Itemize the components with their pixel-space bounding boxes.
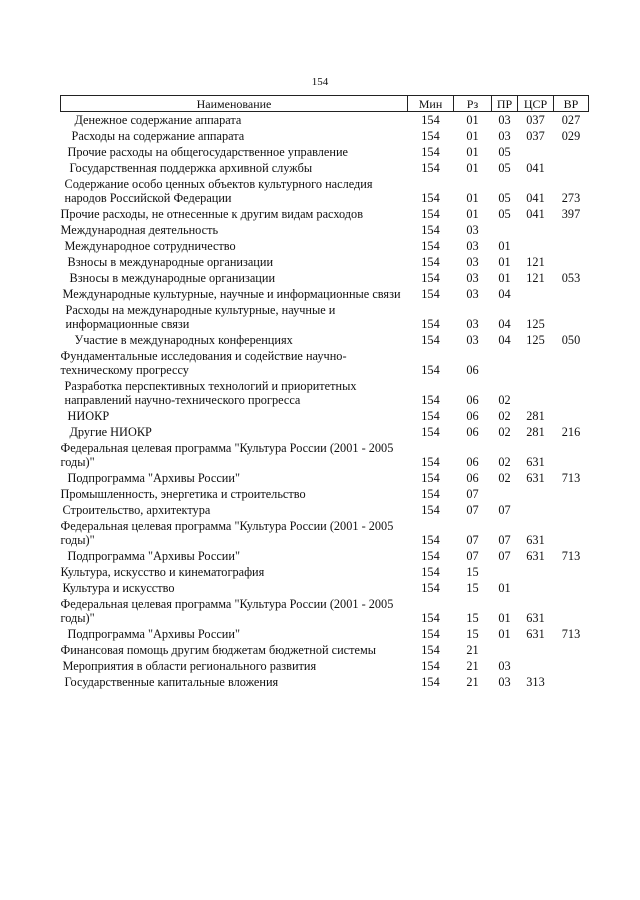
cell-name: Федеральная целевая программа "Культура России (2001 - 2005 годы)": [60, 597, 394, 625]
cell-min: 154: [421, 191, 440, 205]
table-row: [61, 642, 589, 658]
cell-vr: 029: [561, 129, 581, 143]
cell-vr: [554, 222, 589, 238]
cell-min: 154: [421, 409, 440, 423]
cell-name: Разработка перспективных технологий и приоритетных направлений научно-технического прогресса: [64, 379, 357, 407]
cell-min: 154: [421, 239, 440, 253]
cell-min: 154: [421, 333, 440, 347]
cell-vr: 027: [561, 113, 581, 127]
cell-min: 154: [421, 455, 440, 469]
header-vr: ВР: [554, 96, 589, 112]
cell-min: 154: [421, 471, 440, 485]
table-row: [61, 348, 589, 378]
cell-pr: 02: [498, 455, 511, 469]
cell-vr: 216: [561, 425, 581, 439]
cell-name: Мероприятия в области регионального развития: [62, 659, 317, 673]
cell-pr: 01: [498, 239, 511, 253]
cell-pr: 07: [498, 533, 511, 547]
table-row: [61, 658, 589, 674]
cell-pr: 03: [498, 113, 511, 127]
cell-pr: 02: [498, 393, 511, 407]
cell-csr: 041: [526, 161, 545, 175]
cell-rz: 06: [466, 425, 479, 439]
cell-name: Международное сотрудничество: [64, 239, 236, 253]
cell-rz: 21: [466, 675, 479, 689]
cell-min: 154: [421, 643, 440, 657]
cell-pr: 03: [498, 675, 511, 689]
cell-csr: 631: [526, 611, 545, 625]
cell-rz: 15: [466, 627, 479, 641]
cell-pr: 05: [498, 207, 511, 221]
cell-rz: 06: [466, 409, 479, 423]
cell-min: 154: [421, 223, 440, 237]
cell-min: 154: [421, 207, 440, 221]
table-row: [61, 206, 589, 222]
cell-csr: 313: [526, 675, 545, 689]
cell-min: 154: [421, 161, 440, 175]
cell-csr: [518, 144, 554, 160]
header-row: [61, 96, 589, 112]
cell-min: 154: [421, 487, 440, 501]
cell-rz: 01: [466, 113, 479, 127]
cell-pr: 04: [498, 287, 511, 301]
cell-vr: [554, 408, 589, 424]
cell-vr: [554, 440, 589, 470]
cell-pr: [492, 222, 518, 238]
table-row: [61, 580, 589, 596]
cell-csr: 631: [526, 455, 545, 469]
table-row: [61, 596, 589, 626]
table-row: [61, 518, 589, 548]
table-row: [61, 112, 589, 129]
cell-name: Содержание особо ценных объектов культурного наследия народов Российской Федерации: [64, 177, 373, 205]
cell-name: Международная деятельность: [60, 223, 219, 237]
cell-pr: [492, 348, 518, 378]
cell-rz: 21: [466, 643, 479, 657]
cell-vr: 713: [561, 471, 581, 485]
cell-min: 154: [421, 565, 440, 579]
cell-name: Подпрограмма "Архивы России": [67, 549, 240, 563]
cell-vr: [554, 486, 589, 502]
cell-csr: [518, 222, 554, 238]
cell-csr: 631: [526, 533, 545, 547]
cell-name: Прочие расходы, не отнесенные к другим видам расходов: [60, 207, 364, 221]
cell-min: 154: [421, 533, 440, 547]
cell-rz: 03: [466, 333, 479, 347]
table-row: [61, 222, 589, 238]
cell-min: 154: [421, 675, 440, 689]
cell-pr: 04: [498, 317, 511, 331]
cell-pr: [492, 486, 518, 502]
table-row: [61, 378, 589, 408]
cell-vr: [554, 378, 589, 408]
cell-min: 154: [421, 425, 440, 439]
header-min: Мин: [408, 96, 454, 112]
cell-csr: 631: [526, 549, 545, 563]
cell-name: Федеральная целевая программа "Культура России (2001 - 2005 годы)": [60, 441, 394, 469]
cell-rz: 15: [466, 611, 479, 625]
table-row: [61, 270, 589, 286]
cell-name: Взносы в международные организации: [67, 255, 274, 269]
cell-rz: 06: [466, 363, 479, 377]
cell-pr: 02: [498, 471, 511, 485]
cell-vr: [554, 502, 589, 518]
cell-pr: 01: [498, 611, 511, 625]
cell-pr: 07: [498, 503, 511, 517]
cell-csr: 121: [526, 271, 545, 285]
table-row: [61, 286, 589, 302]
cell-min: 154: [421, 393, 440, 407]
table-body: [61, 112, 589, 691]
cell-vr: [554, 348, 589, 378]
table-header: [61, 96, 589, 112]
cell-vr: [554, 674, 589, 690]
cell-min: 154: [421, 363, 440, 377]
cell-name: Государственные капитальные вложения: [64, 675, 279, 689]
cell-rz: 15: [466, 581, 479, 595]
cell-min: 154: [421, 287, 440, 301]
cell-pr: 05: [498, 145, 511, 159]
cell-name: Прочие расходы на общегосударственное управление: [67, 145, 349, 159]
cell-csr: [518, 580, 554, 596]
cell-name: Промышленность, энергетика и строительство: [60, 487, 306, 501]
cell-vr: [554, 518, 589, 548]
cell-csr: [518, 378, 554, 408]
header-pr: ПР: [492, 96, 518, 112]
cell-vr: [554, 160, 589, 176]
cell-vr: 273: [561, 191, 581, 205]
table-row: [61, 502, 589, 518]
table-row: [61, 626, 589, 642]
cell-pr: 01: [498, 627, 511, 641]
table-row: [61, 408, 589, 424]
cell-rz: 01: [466, 207, 479, 221]
cell-csr: [518, 486, 554, 502]
table-row: [61, 128, 589, 144]
cell-rz: 01: [466, 191, 479, 205]
table-row: [61, 486, 589, 502]
cell-min: 154: [421, 611, 440, 625]
cell-rz: 06: [466, 471, 479, 485]
cell-name: Культура и искусство: [62, 581, 175, 595]
header-csr: ЦСР: [518, 96, 554, 112]
cell-pr: [492, 642, 518, 658]
cell-csr: 125: [526, 333, 545, 347]
cell-csr: 037: [526, 129, 545, 143]
cell-min: 154: [421, 659, 440, 673]
cell-pr: 04: [498, 333, 511, 347]
table-row: [61, 254, 589, 270]
page-number: 154: [311, 76, 329, 88]
cell-min: 154: [421, 317, 440, 331]
cell-csr: [518, 348, 554, 378]
cell-rz: 01: [466, 129, 479, 143]
cell-name: Расходы на содержание аппарата: [71, 129, 245, 143]
table-row: [61, 332, 589, 348]
cell-pr: 03: [498, 659, 511, 673]
cell-name: Строительство, архитектура: [62, 503, 211, 517]
cell-csr: [518, 564, 554, 580]
cell-name: НИОКР: [67, 409, 110, 423]
cell-name: Другие НИОКР: [69, 425, 152, 439]
cell-name: Международные культурные, научные и информационные связи: [62, 287, 401, 301]
cell-name: Федеральная целевая программа "Культура России (2001 - 2005 годы)": [60, 519, 394, 547]
cell-name: Участие в международных конференциях: [74, 333, 293, 347]
cell-rz: 03: [466, 239, 479, 253]
cell-min: 154: [421, 503, 440, 517]
table-row: [61, 238, 589, 254]
cell-min: 154: [421, 113, 440, 127]
table-row: [61, 440, 589, 470]
cell-rz: 03: [466, 255, 479, 269]
cell-csr: 125: [526, 317, 545, 331]
cell-min: 154: [421, 129, 440, 143]
cell-name: Финансовая помощь другим бюджетам бюджетной системы: [60, 643, 377, 657]
cell-pr: 01: [498, 581, 511, 595]
cell-name: Взносы в международные организации: [69, 271, 276, 285]
cell-pr: 05: [498, 161, 511, 175]
cell-vr: 397: [561, 207, 581, 221]
cell-csr: 631: [526, 471, 545, 485]
cell-min: 154: [421, 255, 440, 269]
cell-vr: [554, 302, 589, 332]
cell-name: Государственная поддержка архивной службы: [69, 161, 313, 175]
cell-rz: 06: [466, 393, 479, 407]
cell-vr: [554, 658, 589, 674]
cell-vr: [554, 286, 589, 302]
cell-vr: 053: [561, 271, 581, 285]
cell-pr: [492, 564, 518, 580]
cell-vr: [554, 564, 589, 580]
cell-vr: [554, 254, 589, 270]
cell-rz: 03: [466, 317, 479, 331]
cell-min: 154: [421, 581, 440, 595]
cell-csr: 121: [526, 255, 545, 269]
cell-name: Фундаментальные исследования и содействие научно-техническому прогрессу: [60, 349, 347, 377]
cell-csr: 631: [526, 627, 545, 641]
cell-rz: 01: [466, 161, 479, 175]
cell-rz: 03: [466, 271, 479, 285]
cell-csr: 041: [526, 191, 545, 205]
cell-vr: 713: [561, 549, 581, 563]
cell-rz: 03: [466, 223, 479, 237]
cell-pr: 01: [498, 255, 511, 269]
cell-rz: 15: [466, 565, 479, 579]
cell-min: 154: [421, 145, 440, 159]
cell-csr: [518, 286, 554, 302]
table-row: [61, 302, 589, 332]
cell-csr: [518, 502, 554, 518]
table-row: [61, 176, 589, 206]
cell-vr: 050: [561, 333, 581, 347]
table-row: [61, 674, 589, 690]
table-row: [61, 424, 589, 440]
cell-csr: 281: [526, 425, 545, 439]
cell-csr: 281: [526, 409, 545, 423]
cell-csr: 041: [526, 207, 545, 221]
budget-table: [60, 95, 589, 690]
cell-csr: [518, 658, 554, 674]
cell-pr: 07: [498, 549, 511, 563]
cell-name: Денежное содержание аппарата: [74, 113, 242, 127]
cell-name: Подпрограмма "Архивы России": [67, 471, 240, 485]
cell-csr: 037: [526, 113, 545, 127]
cell-min: 154: [421, 549, 440, 563]
cell-vr: [554, 144, 589, 160]
table-row: [61, 548, 589, 564]
cell-min: 154: [421, 271, 440, 285]
cell-rz: 07: [466, 487, 479, 501]
table-row: [61, 564, 589, 580]
cell-rz: 03: [466, 287, 479, 301]
header-rz: Рз: [454, 96, 492, 112]
cell-name: Подпрограмма "Архивы России": [67, 627, 240, 641]
cell-rz: 06: [466, 455, 479, 469]
cell-rz: 07: [466, 533, 479, 547]
cell-pr: 03: [498, 129, 511, 143]
header-name: Наименование: [61, 96, 408, 112]
cell-vr: [554, 596, 589, 626]
cell-csr: [518, 642, 554, 658]
cell-pr: 02: [498, 425, 511, 439]
cell-rz: 07: [466, 503, 479, 517]
table-row: [61, 470, 589, 486]
cell-vr: 713: [561, 627, 581, 641]
cell-name: Расходы на международные культурные, научные и информационные связи: [65, 303, 336, 331]
cell-rz: 21: [466, 659, 479, 673]
cell-csr: [518, 238, 554, 254]
cell-rz: 01: [466, 145, 479, 159]
table-row: [61, 160, 589, 176]
cell-pr: 02: [498, 409, 511, 423]
cell-rz: 07: [466, 549, 479, 563]
cell-pr: 05: [498, 191, 511, 205]
cell-pr: 01: [498, 271, 511, 285]
cell-vr: [554, 580, 589, 596]
cell-vr: [554, 238, 589, 254]
cell-name: Культура, искусство и кинематография: [60, 565, 265, 579]
cell-min: 154: [421, 627, 440, 641]
cell-vr: [554, 642, 589, 658]
table-row: [61, 144, 589, 160]
